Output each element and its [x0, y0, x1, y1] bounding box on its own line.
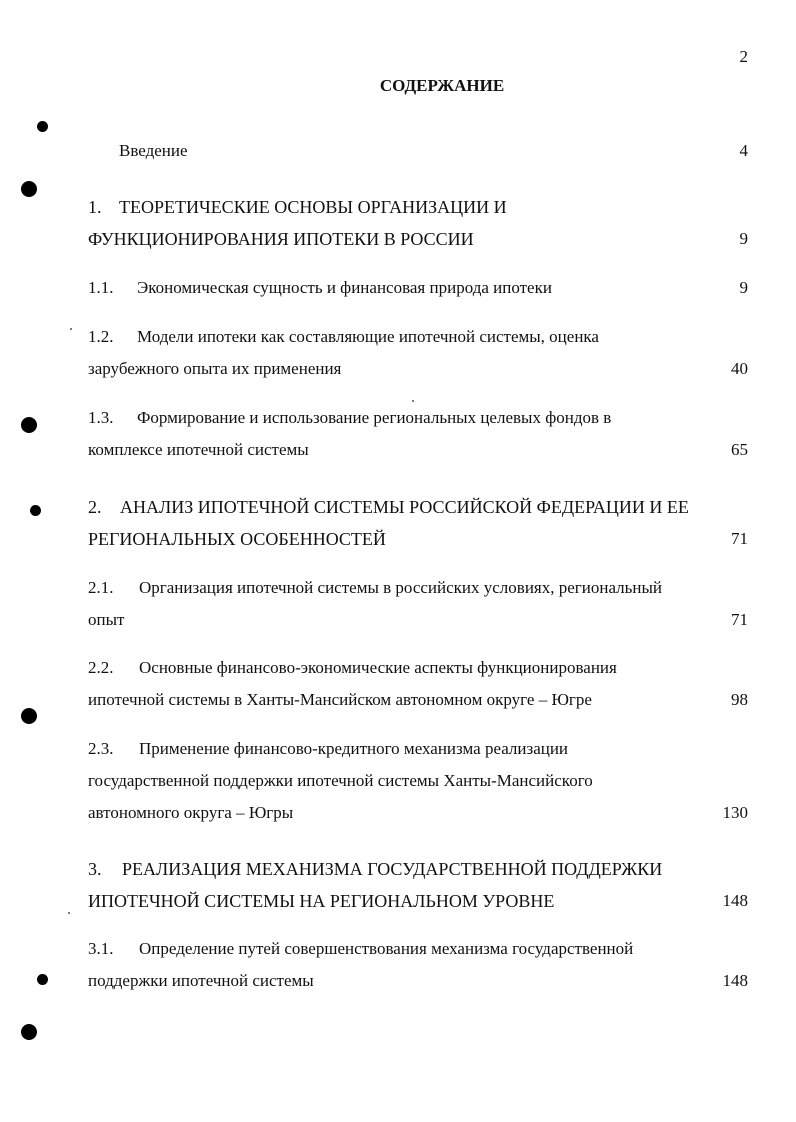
toc-section-title: ипотечной системы в Ханты-Мансийском автономном округе – Югре — [88, 690, 592, 709]
toc-page-number: 4 — [739, 141, 748, 160]
toc-chapter-title: РЕГИОНАЛЬНЫХ ОСОБЕННОСТЕЙ — [88, 529, 386, 549]
scan-speck — [70, 328, 72, 330]
toc-page-number: 9 — [739, 278, 748, 297]
binder-hole-mark — [30, 505, 41, 516]
toc-section-prefix: 1.1. — [88, 278, 114, 297]
toc-section-title: Основные финансово-экономические аспекты функционирования — [139, 658, 617, 677]
toc-section-title: опыт — [88, 610, 125, 629]
toc-chapter-title: АНАЛИЗ ИПОТЕЧНОЙ СИСТЕМЫ РОССИЙСКОЙ ФЕДЕРАЦИИ И ЕЕ — [120, 497, 689, 517]
toc-page-number: 148 — [722, 891, 748, 910]
toc-section-prefix: 1.2. — [88, 327, 114, 346]
toc-page-number: 71 — [731, 610, 748, 629]
toc-chapter-title: РЕАЛИЗАЦИЯ МЕХАНИЗМА ГОСУДАРСТВЕННОЙ ПОДДЕРЖКИ — [122, 859, 663, 879]
toc-section-prefix: 1.3. — [88, 408, 114, 427]
toc-section-title: комплексе ипотечной системы — [88, 440, 309, 459]
toc-page-number: 130 — [722, 803, 748, 822]
toc-page-number: 9 — [739, 229, 748, 248]
page-number: 2 — [739, 47, 748, 66]
toc-chapter-prefix: 3. — [88, 859, 102, 879]
toc-section-title: Формирование и использование региональных целевых фондов в — [137, 408, 612, 427]
toc-section-title: зарубежного опыта их применения — [88, 359, 342, 378]
toc-chapter-prefix: 1. — [88, 197, 102, 217]
toc-page-number: 98 — [731, 690, 748, 709]
toc-chapter-title: ТЕОРЕТИЧЕСКИЕ ОСНОВЫ ОРГАНИЗАЦИИ И — [119, 197, 507, 217]
page-title: СОДЕРЖАНИЕ — [379, 76, 505, 95]
toc-section-title: Организация ипотечной системы в российских условиях, региональный — [139, 578, 662, 597]
toc-section-prefix: 3.1. — [88, 939, 114, 958]
toc-page-number: 71 — [731, 529, 748, 548]
toc-section-prefix: 2.3. — [88, 739, 114, 758]
toc-page-number: 40 — [731, 359, 748, 378]
binder-hole — [21, 1024, 37, 1040]
toc-section-title: Модели ипотеки как составляющие ипотечной системы, оценка — [137, 327, 599, 346]
scan-speck — [412, 400, 414, 402]
toc-chapter-title: ИПОТЕЧНОЙ СИСТЕМЫ НА РЕГИОНАЛЬНОМ УРОВНЕ — [88, 891, 555, 911]
toc-chapter-title: ФУНКЦИОНИРОВАНИЯ ИПОТЕКИ В РОССИИ — [88, 229, 474, 249]
binder-hole-mark — [37, 121, 48, 132]
toc-page-number: 65 — [731, 440, 748, 459]
binder-hole — [21, 181, 37, 197]
toc-section-title: государственной поддержки ипотечной системы Ханты-Мансийского — [88, 771, 593, 790]
toc-section-title: поддержки ипотечной системы — [88, 971, 314, 990]
toc-section-prefix: 2.1. — [88, 578, 114, 597]
binder-hole — [21, 417, 37, 433]
toc-section-prefix: 2.2. — [88, 658, 114, 677]
toc-section-title: Экономическая сущность и финансовая природа ипотеки — [137, 278, 552, 297]
toc-page-number: 148 — [722, 971, 748, 990]
toc-section-title: Применение финансово-кредитного механизма реализации — [139, 739, 569, 758]
toc-chapter-prefix: 2. — [88, 497, 102, 517]
scan-speck — [68, 912, 70, 914]
binder-hole-mark — [37, 974, 48, 985]
toc-intro-label: Введение — [119, 141, 188, 160]
binder-hole — [21, 708, 37, 724]
toc-section-title: автономного округа – Югры — [88, 803, 294, 822]
toc-section-title: Определение путей совершенствования механизма государственной — [139, 939, 634, 958]
